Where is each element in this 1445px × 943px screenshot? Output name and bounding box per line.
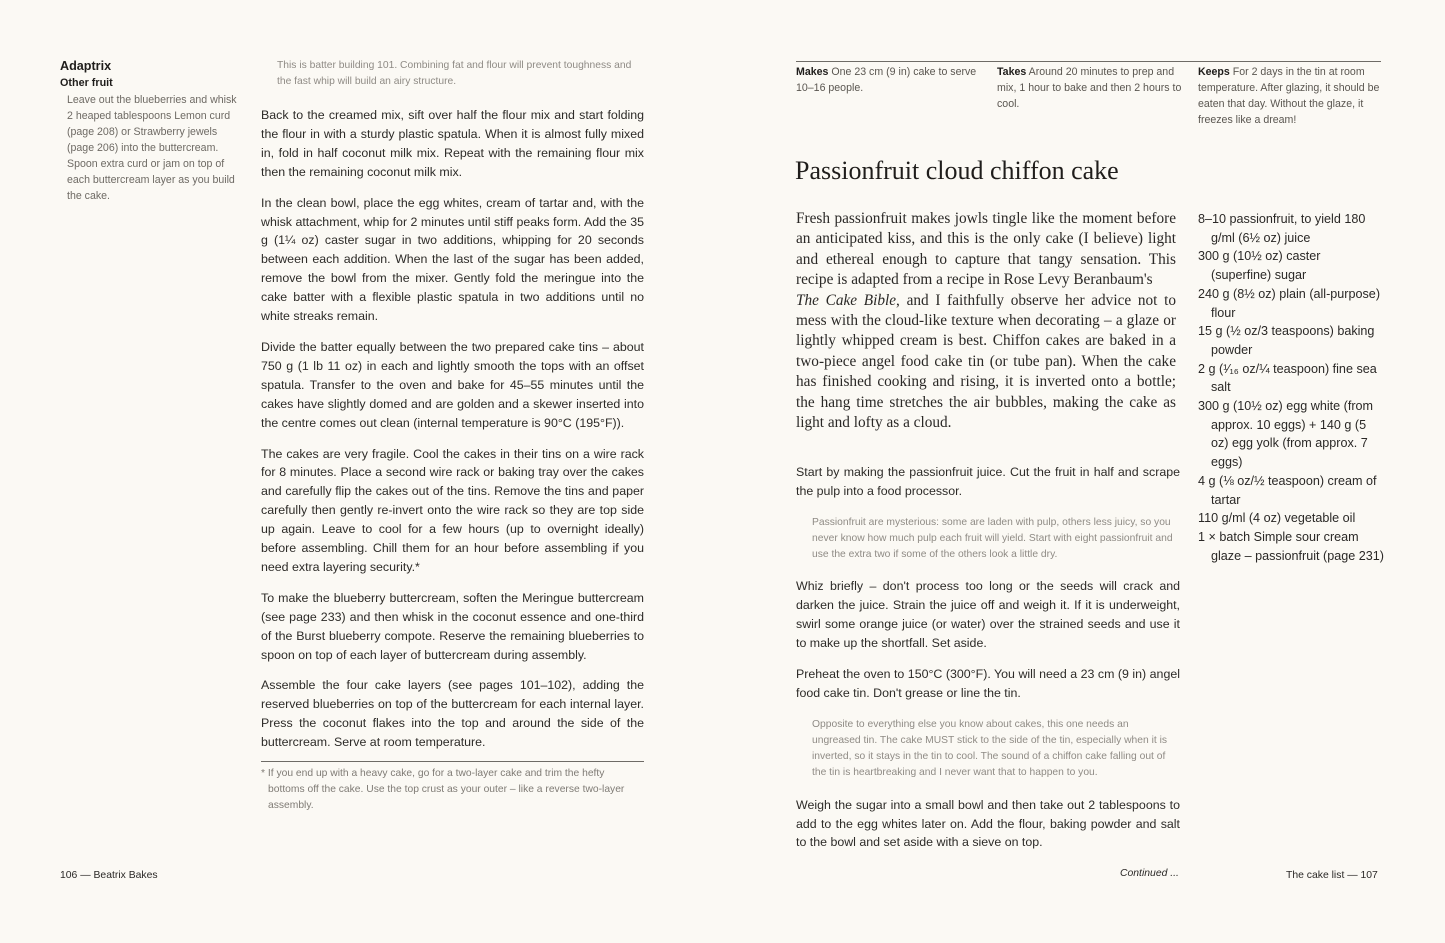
footnote-rule bbox=[261, 761, 644, 762]
ingredient-item: 2 g (¹⁄₁₆ oz/¼ teaspoon) fine sea salt bbox=[1198, 361, 1377, 395]
right-page-footer: The cake list — 107 bbox=[1286, 870, 1378, 881]
intro-text: Fresh passionfruit makes jowls tingle like the moment before an anticipated kiss, and this is the only cake (I believe) light and ethereal enough to capture that tangy sensation. This recipe is adapted from a recipe in Rose Levy Beranbaum's bbox=[796, 210, 1176, 289]
sidebar-subheading: Other fruit bbox=[60, 77, 113, 89]
method-note: Passionfruit are mysterious: some are laden with pulp, others less juicy, so you never know how much pulp each fruit will yield. Start with eight passionfruit and use the extra two if some of the others look a little dry. bbox=[812, 516, 1173, 561]
keeps-label: Keeps bbox=[1198, 66, 1230, 78]
paragraph: To make the blueberry buttercream, soften the Meringue buttercream (see page 233) and then whisk in the coconut essence and one-third of the Burst blueberry compote. Reserve the remaining blueberries to spoon on top of each layer of buttercream during assembly. bbox=[261, 590, 644, 662]
recipe-intro bbox=[796, 209, 1176, 433]
method-step: Start by making the passionfruit juice. Cut the fruit in half and scrape the pulp into a food processor. bbox=[796, 465, 1180, 498]
ingredient-item: 4 g (⅛ oz/½ teaspoon) cream of tartar bbox=[1198, 473, 1377, 507]
header-rule bbox=[796, 61, 1381, 62]
continued-label: Continued ... bbox=[1120, 868, 1179, 879]
ingredient-item: 300 g (10½ oz) caster (superfine) sugar bbox=[1198, 249, 1321, 283]
method bbox=[796, 463, 1180, 864]
adaptrix-sidebar bbox=[60, 58, 240, 204]
top-note: This is batter building 101. Combining fat and flour will prevent toughness and the fast whip will build an airy structure. bbox=[277, 60, 632, 88]
makes-label: Makes bbox=[796, 66, 829, 78]
method-step: Preheat the oven to 150°C (300°F). You will need a 23 cm (9 in) angel food cake tin. Don't grease or line the tin. bbox=[796, 667, 1180, 700]
method-step: Weigh the sugar into a small bowl and then take out 2 tablespoons to add to the egg whites later on. Add the flour, baking powder and salt to the bowl and set aside with a sieve on top. bbox=[796, 797, 1180, 850]
paragraph: Divide the batter equally between the two prepared cake tins – about 750 g (1 lb 11 oz) in each and lightly smooth the tops with an offset spatula. Transfer to the oven and bake for 45–55 minutes until the cakes have slightly domed and are golden and a skewer inserted into the centre comes out clean (internal temperature is 90°C (195°F)). bbox=[261, 339, 644, 430]
makes-text: One 23 cm (9 in) cake to serve 10–16 people. bbox=[796, 66, 977, 94]
takes-info bbox=[997, 64, 1182, 112]
ingredients-list bbox=[1198, 210, 1384, 565]
paragraph: Assemble the four cake layers (see pages 101–102), adding the reserved blueberries on top of the buttercream for each internal layer. Press the coconut flakes into the top and around the side of the buttercream. Serve at room temperature. bbox=[261, 678, 644, 750]
ingredient-item: 300 g (10½ oz) egg white (from approx. 10 eggs) + 140 g (5 oz) egg yolk (from approx. 7 eggs) bbox=[1198, 399, 1374, 470]
method-step: Whiz briefly – don't process too long or the seeds will crack and darken the juice. Strain the juice off and weigh it. If it is underweight, swirl some orange juice (or water) over the strained seeds and use it to make up the shortfall. Set aside. bbox=[796, 579, 1180, 651]
makes-info bbox=[796, 64, 981, 96]
footnote: * If you end up with a heavy cake, go for a two-layer cake and trim the hefty bottoms off the cake. Use the top crust as your outer – like a reverse two-layer assembly. bbox=[261, 768, 625, 812]
ingredient-item: 240 g (8½ oz) plain (all-purpose) flour bbox=[1198, 286, 1381, 320]
keeps-text: For 2 days in the tin at room temperature. After glazing, it should be eaten that day. Without the glaze, it freezes like a dream! bbox=[1198, 66, 1380, 126]
left-page-footer: 106 — Beatrix Bakes bbox=[60, 870, 158, 881]
sidebar-heading: Adaptrix bbox=[60, 59, 112, 73]
takes-label: Takes bbox=[997, 66, 1027, 78]
method-note: Opposite to everything else you know about cakes, this one needs an ungreased tin. The cake MUST stick to the side of the tin, especially when it is inverted, so it stays in the tin to cool. The sound of a chiffon cake falling out of the tin is heartbreaking and I never want that to happen to you. bbox=[812, 718, 1168, 779]
takes-text: Around 20 minutes to prep and mix, 1 hour to bake and then 2 hours to cool. bbox=[997, 66, 1182, 110]
sidebar-text: Leave out the blueberries and whisk 2 heaped tablespoons Lemon curd (page 208) or Strawberry jewels (page 206) into the buttercream. Spoon extra curd or jam on top of each buttercream layer as you build the cake. bbox=[67, 94, 237, 202]
left-body bbox=[261, 106, 644, 764]
keeps-info bbox=[1198, 64, 1381, 128]
intro-text-cont: , and I faithfully observe her advice not to mess with the cloud-like texture when decorating – a glaze or lightly whipped cream is best. Chiffon cakes are baked in a two-piece angel food cake tin (or tube pan). When the cake has finished cooking and rising, it is inverted onto a bottle; the hang time stretches the air bubbles, making the cake as light and lofty as a cloud. bbox=[796, 291, 1176, 432]
recipe-title: Passionfruit cloud chiffon cake bbox=[795, 156, 1119, 185]
paragraph: The cakes are very fragile. Cool the cakes in their tins on a wire rack for 8 minutes. Place a second wire rack or baking tray over the cakes and carefully flip the cakes out of the tins. Remove the tins and paper carefully then gently re-invert onto the wire rack so they are top side up again. Leave to cool for a few hours (up to overnight ideally) before assembling. Chill them for an hour before assembling if you need extra layering security.* bbox=[261, 446, 644, 574]
book-title: The Cake Bible bbox=[796, 291, 897, 309]
ingredient-item: 8–10 passionfruit, to yield 180 g/ml (6½ oz) juice bbox=[1198, 212, 1366, 245]
ingredient-item: 110 g/ml (4 oz) vegetable oil bbox=[1198, 511, 1356, 526]
paragraph: In the clean bowl, place the egg whites, cream of tartar and, with the whisk attachment, whip for 2 minutes until stiff peaks form. Add the 35 g (1¼ oz) caster sugar in two additions, whipping for 20 seconds between each addition. When the last of the sugar has been added, remove the bowl from the mixer. Gently fold the meringue into the cake batter with a flexible plastic spatula in two additions until no white streaks remain. bbox=[261, 195, 644, 324]
ingredient-item: 15 g (½ oz/3 teaspoons) baking powder bbox=[1198, 324, 1375, 357]
paragraph: Back to the creamed mix, sift over half the flour mix and start folding the flour in with a sturdy plastic spatula. When it is almost fully mixed in, fold in half coconut milk mix. Repeat with the remaining flour mix then the remaining coconut milk mix. bbox=[261, 108, 644, 179]
ingredient-item: 1 × batch Simple sour cream glaze – passionfruit (page 231) bbox=[1198, 529, 1384, 563]
